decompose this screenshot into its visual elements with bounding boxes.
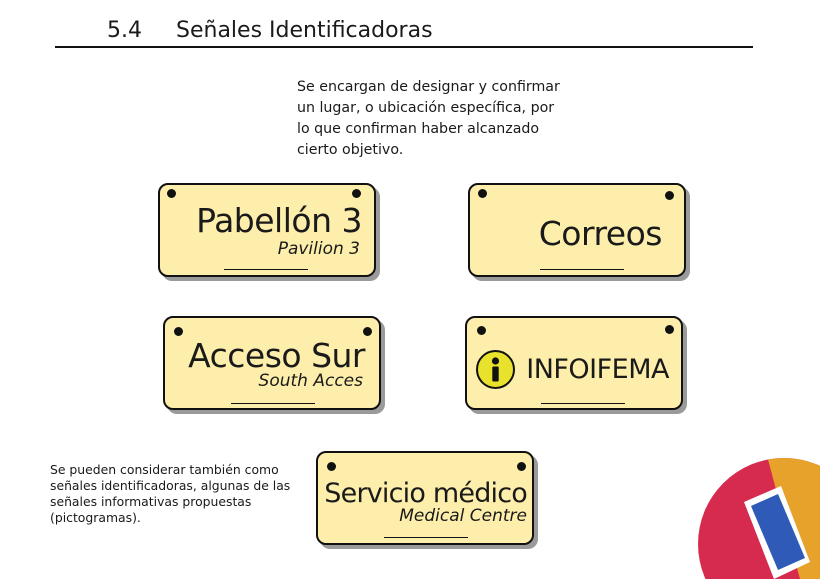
intro-line: Se encargan de designar y confirmar <box>297 79 560 95</box>
note-line: señales informativas propuestas <box>50 494 252 509</box>
sign-sub-text: Pavilion 3 <box>277 239 360 259</box>
sign-servicio-medico <box>316 451 534 545</box>
intro-line: un lugar, o ubicación específica, por <box>297 100 555 116</box>
sign-correos <box>468 183 686 277</box>
section-header <box>55 12 753 48</box>
info-icon <box>476 350 515 389</box>
note-line: Se pueden considerar también como <box>50 462 279 477</box>
header-rule <box>55 46 753 48</box>
mounting-hole <box>327 462 336 471</box>
sign-main-text: Correos <box>538 214 662 253</box>
sign-underline <box>384 537 468 538</box>
sign-main-text: Acceso Sur <box>188 336 365 375</box>
section-number: 5.4 <box>107 18 142 43</box>
sign-main-text: Pabellón 3 <box>196 201 362 240</box>
sign-underline <box>541 403 625 404</box>
sign-main-text: Servicio médico <box>324 478 527 509</box>
sign-sub-text: South Acces <box>258 371 363 391</box>
sign-pabellon-3 <box>158 183 376 277</box>
intro-paragraph <box>297 77 597 161</box>
mounting-hole <box>363 327 372 336</box>
intro-line: lo que confirman haber alcanzado <box>297 121 540 137</box>
mounting-hole <box>352 189 361 198</box>
sign-infoifema <box>465 316 683 410</box>
mounting-hole <box>477 326 486 335</box>
intro-line: cierto objetivo. <box>297 142 404 158</box>
sign-underline <box>224 269 308 270</box>
mounting-hole <box>665 325 674 334</box>
sign-main-text: INFOIFEMA <box>526 354 669 385</box>
note-line: (pictogramas). <box>50 510 141 525</box>
mounting-hole <box>517 462 526 471</box>
note-line: señales identificadoras, algunas de las <box>50 478 291 493</box>
corner-logo <box>696 452 820 579</box>
section-title: Señales Identificadoras <box>176 18 433 43</box>
note-paragraph <box>50 462 310 526</box>
mounting-hole <box>174 327 183 336</box>
sign-acceso-sur <box>163 316 381 410</box>
sign-sub-text: Medical Centre <box>399 506 527 526</box>
mounting-hole <box>478 189 487 198</box>
mounting-hole <box>167 189 176 198</box>
mounting-hole <box>665 191 674 200</box>
sign-underline <box>231 403 315 404</box>
sign-underline <box>540 269 624 270</box>
